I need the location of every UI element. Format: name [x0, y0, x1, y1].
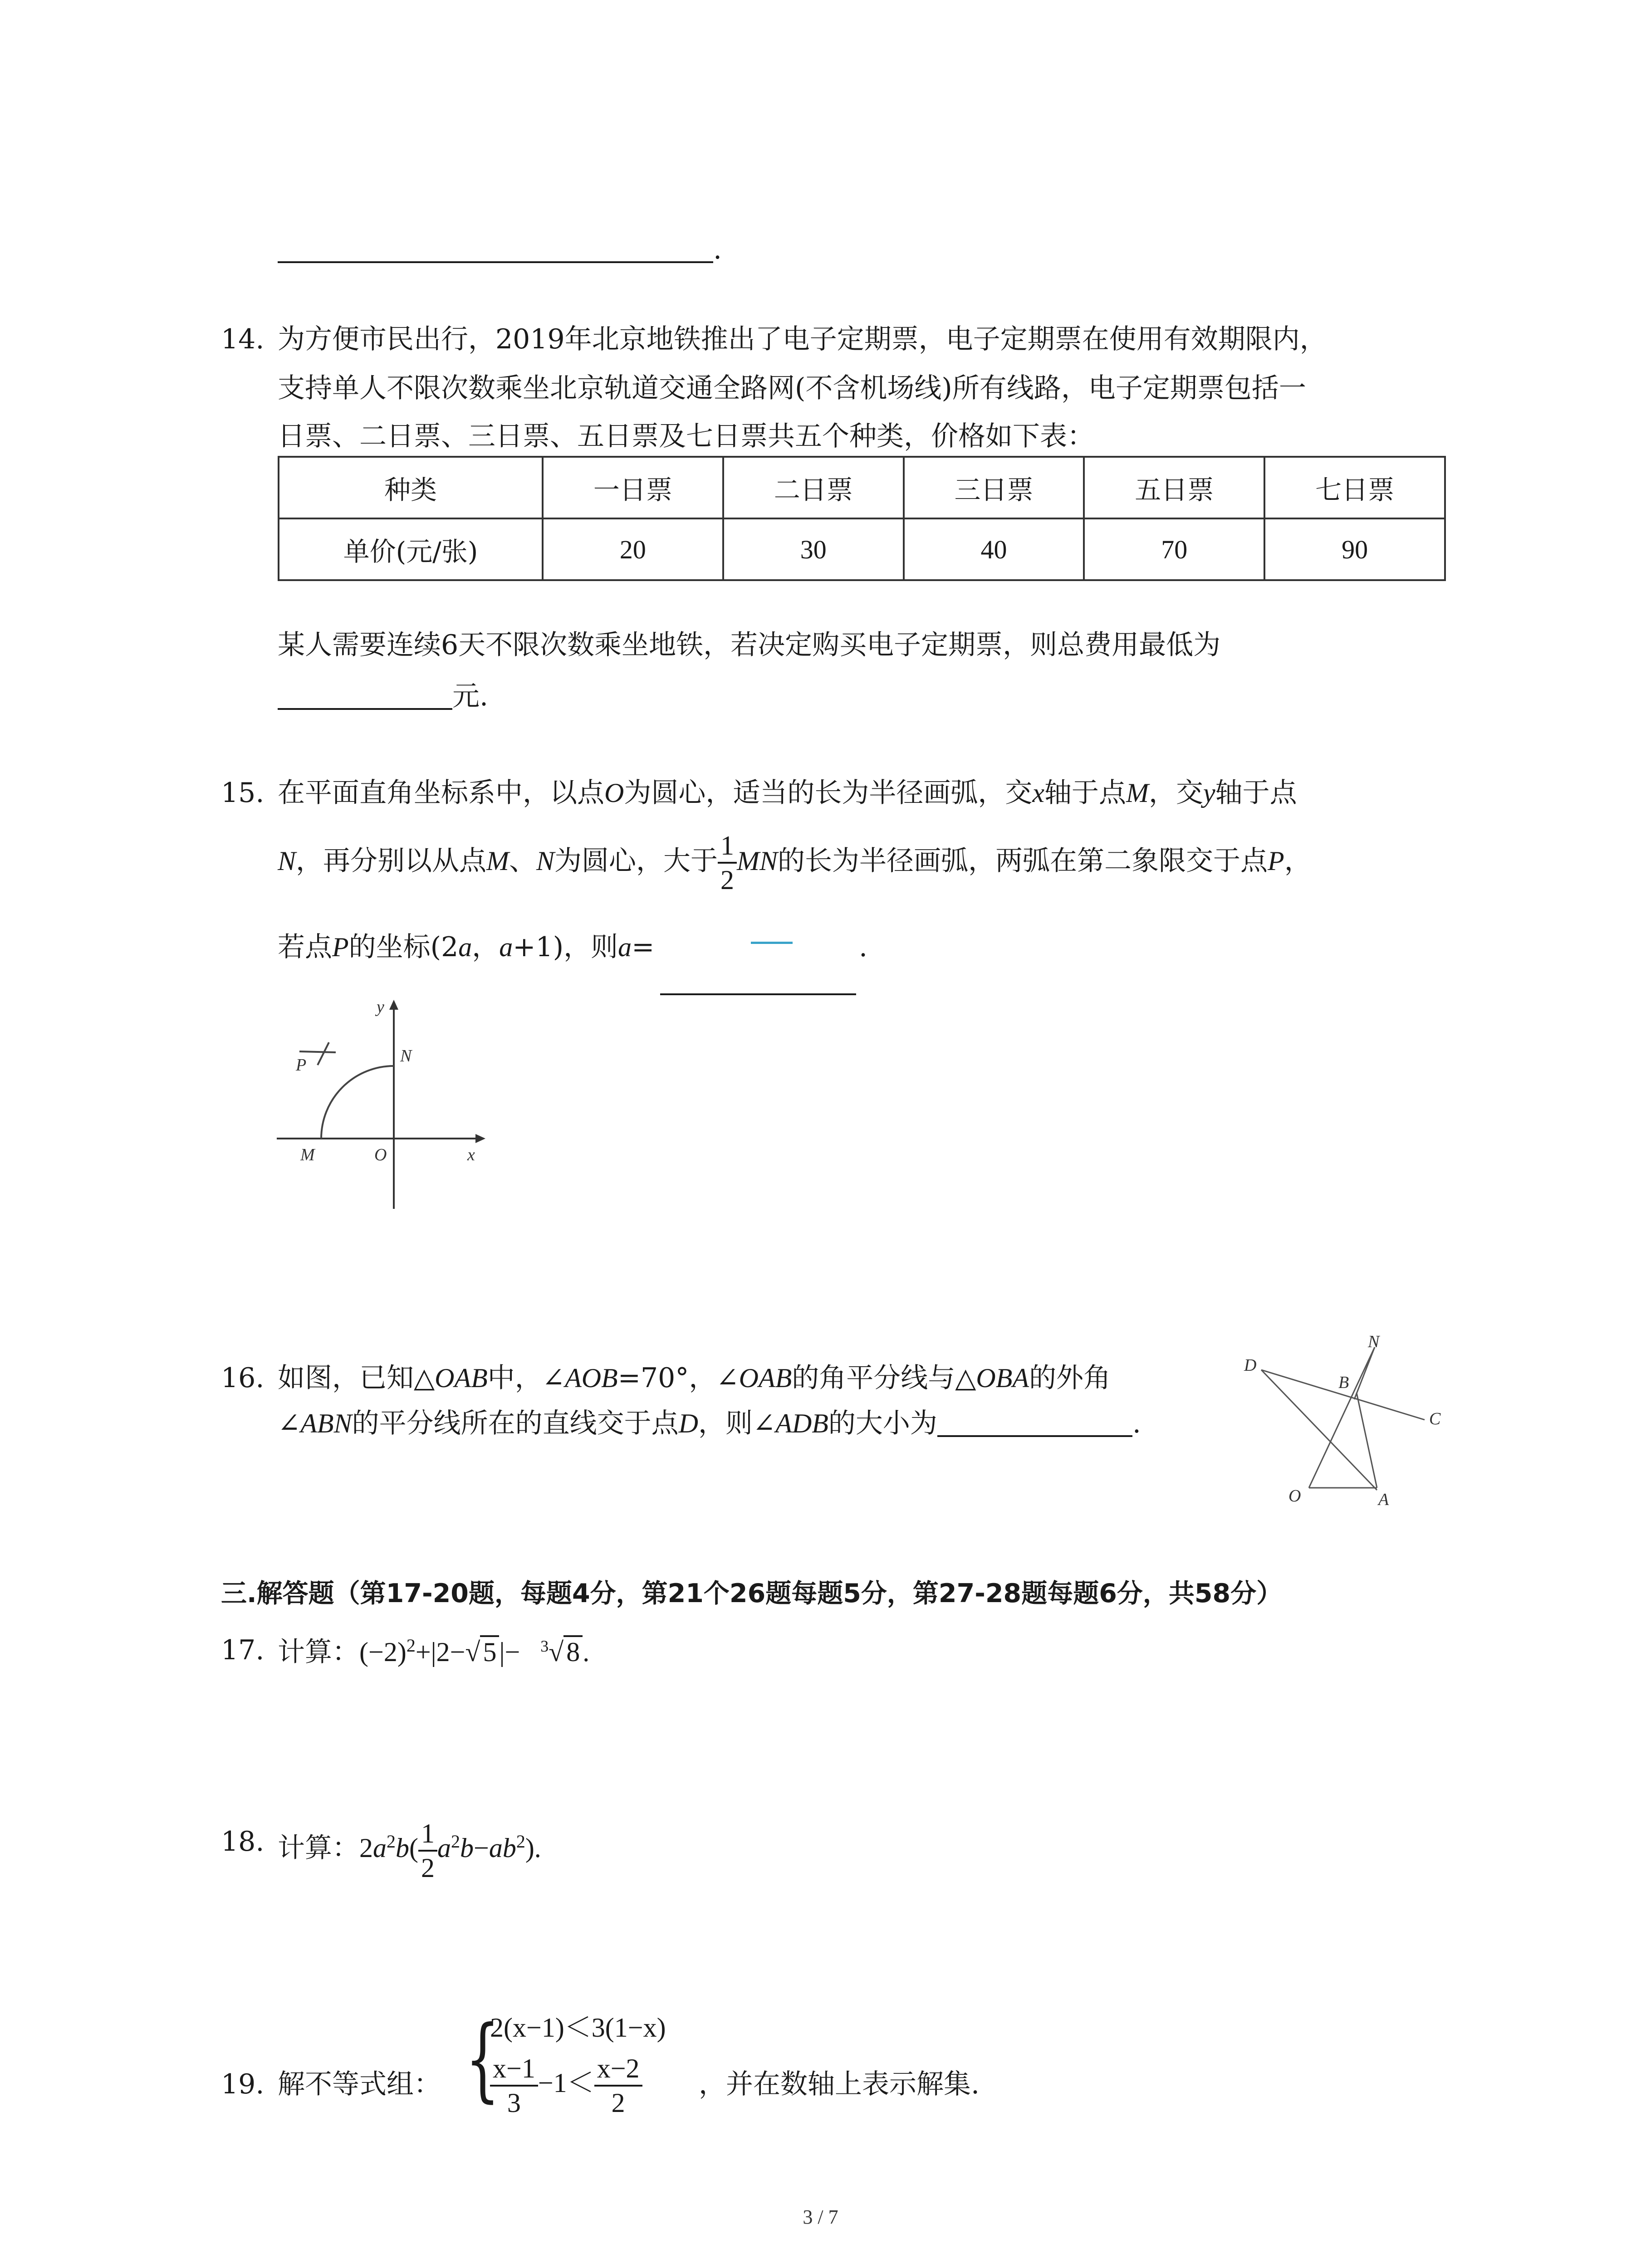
fig-label-x: x [467, 1145, 475, 1164]
var-b: b [460, 1833, 474, 1863]
fig-label-P: P [296, 1056, 307, 1075]
fare-price-cell: 70 [1084, 518, 1264, 580]
text: 轴于点 [1215, 777, 1297, 809]
var-OAB: OAB [435, 1363, 488, 1393]
expr-part: . [583, 1637, 590, 1667]
fare-price-cell: 90 [1264, 518, 1445, 580]
text: 的坐标(2 [348, 931, 459, 963]
q19-number: 19. [221, 2068, 265, 2100]
q15-figure [272, 989, 508, 1225]
fig-label-y: y [377, 997, 384, 1017]
var-AOB: AOB [565, 1363, 618, 1393]
var-MN: MN [737, 846, 778, 876]
cube-root-icon: √ [549, 1637, 564, 1667]
exponent: 2 [451, 1831, 460, 1852]
sqrt-icon: √ [465, 1637, 480, 1667]
fare-header-cell: 七日票 [1264, 457, 1445, 518]
exponent: 2 [406, 1635, 416, 1656]
q14-number: 14. [221, 323, 265, 355]
arc-mark-2 [299, 1051, 336, 1052]
fare-header-row [279, 457, 1445, 518]
var-a: a [618, 932, 632, 962]
fare-header-cell: 二日票 [723, 457, 904, 518]
exponent: 2 [516, 1831, 525, 1852]
var-OBA: OBA [976, 1363, 1029, 1393]
var-N: N [278, 846, 296, 876]
fare-price-cell: 20 [543, 518, 723, 580]
fraction-1 [490, 2055, 538, 2116]
var-P: P [332, 932, 349, 962]
fraction-half [718, 832, 737, 894]
frac-den: 3 [507, 2088, 521, 2118]
text: ， [472, 931, 500, 963]
expr-part: ). [525, 1833, 541, 1863]
fare-header-cell: 一日票 [543, 457, 723, 518]
fig-label-O: O [1288, 1486, 1301, 1505]
var-y: y [1203, 778, 1215, 808]
q15-line2 [278, 825, 1312, 897]
x-arrow-icon [475, 1134, 485, 1143]
line-BA [1357, 1393, 1377, 1488]
var-D: D [678, 1408, 698, 1438]
system-brace-icon: { [465, 2006, 500, 2112]
var-a: a [373, 1833, 387, 1863]
fraction-half [418, 1820, 437, 1882]
var-b: b [396, 1833, 409, 1863]
text: 如图，已知△ [278, 1362, 435, 1394]
fig-label-O: O [374, 1145, 387, 1164]
text: 中，∠ [487, 1362, 565, 1394]
text: 在平面直角坐标系中，以点 [278, 777, 604, 809]
q16-answer-line[interactable] [937, 1410, 1132, 1437]
fare-price-cell: 30 [723, 518, 904, 580]
root-index: 3 [540, 1637, 549, 1655]
frac-num: x−2 [594, 2055, 642, 2087]
line-OB-ext [1309, 1347, 1375, 1488]
text: 的平分线所在的直线交于点 [352, 1408, 679, 1439]
q17-expression [278, 1637, 589, 1666]
fare-header-cell: 种类 [279, 457, 543, 518]
q17-number: 17. [221, 1634, 265, 1666]
q19-ineq1: 2(x−1)＜3(1−x) [490, 2013, 666, 2043]
fig-label-N: N [1368, 1334, 1380, 1351]
text: . [1132, 1408, 1141, 1439]
text: ，则∠ [698, 1408, 776, 1439]
fare-price-cell: 40 [904, 518, 1084, 580]
q15-line1 [278, 779, 1297, 807]
q19-label: 解不等式组： [278, 2068, 441, 2100]
q16-line2 [278, 1410, 1141, 1437]
frac-den: 2 [421, 1853, 435, 1883]
frac-num: 1 [418, 1820, 437, 1852]
radicand: 5 [480, 1635, 499, 1667]
y-arrow-icon [389, 1000, 398, 1010]
q14-question: 某人需要连续6天不限次数乘坐地铁，若决定购买电子定期票，则总费用最低为 [278, 629, 1221, 661]
q14-line1: 为方便市民出行，2019年北京地铁推出了电子定期票，电子定期票在使用有效期限内， [278, 323, 1327, 355]
q19-ineq2 [490, 2055, 642, 2116]
text: 轴于点 [1044, 777, 1126, 809]
text: ， [1284, 845, 1312, 877]
fig-label-B: B [1338, 1373, 1349, 1392]
q19-tail: ，并在数轴上表示解集. [699, 2068, 980, 2100]
frac-den: 2 [720, 865, 735, 895]
text: 为圆心，大于 [554, 845, 718, 877]
var-N: N [536, 846, 555, 876]
text: 计算： [278, 1636, 359, 1668]
expr-part: ( [409, 1833, 418, 1863]
section3-title: 三.解答题（第17-20题，每题4分，第21个26题每题5分，第27-28题每题6分，共58分） [221, 1579, 1283, 1608]
fig-label-D: D [1244, 1356, 1257, 1375]
fare-header-cell: 五日票 [1084, 457, 1264, 518]
fraction-2 [594, 2055, 642, 2116]
q15-number: 15. [221, 777, 265, 809]
q18-number: 18. [221, 1826, 265, 1857]
q13-answer-line[interactable] [278, 236, 722, 263]
q16-figure [1243, 1334, 1470, 1510]
expr-part: |− [499, 1637, 520, 1667]
arc-MN [321, 1066, 394, 1139]
var-a: a [437, 1833, 451, 1863]
page-number: 3 / 7 [803, 2206, 838, 2228]
text: ，再分别以从点 [296, 845, 487, 877]
text: 若点 [278, 931, 332, 963]
text: ∠ [278, 1408, 301, 1439]
q15-answer-line[interactable] [660, 993, 856, 995]
text: 的外角 [1029, 1362, 1111, 1394]
radicand: 8 [563, 1635, 583, 1667]
text: 、 [509, 845, 537, 877]
text: 的角平分线与△ [792, 1362, 976, 1394]
frac-num: x−1 [490, 2055, 538, 2087]
text: 为圆心，适当的长为半径画弧，交 [624, 777, 1033, 809]
text: 的大小为 [828, 1408, 937, 1439]
var-x: x [1032, 778, 1044, 808]
var-ADB: ADB [775, 1408, 828, 1438]
q15-period: . [859, 931, 868, 963]
exponent: 2 [387, 1831, 396, 1852]
expr-part: −1＜ [538, 2068, 594, 2098]
fare-header-cell: 三日票 [904, 457, 1084, 518]
var-ABN: ABN [300, 1408, 352, 1438]
fare-table [278, 456, 1446, 581]
text: = [632, 931, 655, 963]
fare-price-row [279, 518, 1445, 580]
text: +1)，则 [513, 931, 618, 963]
var-M: M [1126, 778, 1149, 808]
q16-line1 [278, 1364, 1111, 1392]
arc-mark-1 [318, 1042, 329, 1065]
fare-row-label: 单价(元/张) [279, 518, 543, 580]
var-OAB: OAB [739, 1363, 792, 1393]
fig-label-A: A [1378, 1490, 1389, 1509]
q14-line3: 日票、二日票、三日票、五日票及七日票共五个种类，价格如下表： [278, 420, 1094, 452]
q18-expression [278, 1803, 541, 1887]
text: 计算： [278, 1832, 359, 1864]
frac-num: 1 [718, 832, 737, 864]
q15-handwritten-dash [751, 942, 793, 944]
var-ab: ab [489, 1833, 516, 1863]
q14-line2: 支持单人不限次数乘坐北京轨道交通全路网(不含机场线)所有线路，电子定期票包括一 [278, 372, 1306, 404]
text: =70°，∠ [617, 1362, 739, 1394]
var-a: a [499, 932, 513, 962]
expr-part: (−2) [359, 1637, 407, 1667]
fig-label-M: M [300, 1145, 315, 1164]
var-O: O [604, 778, 624, 808]
fig-label-C: C [1429, 1409, 1441, 1428]
expr-part: 2 [359, 1833, 373, 1863]
q16-number: 16. [221, 1362, 265, 1394]
var-P: P [1268, 846, 1284, 876]
q14-unit: 元. [452, 680, 489, 712]
frac-den: 2 [611, 2088, 625, 2118]
expr-part: +|2− [415, 1637, 465, 1667]
var-M: M [486, 846, 509, 876]
text: ，交 [1148, 777, 1203, 809]
q15-line3 [278, 931, 655, 963]
fig-label-N: N [400, 1046, 412, 1066]
var-a: a [458, 932, 472, 962]
q13-tail: . [713, 234, 722, 265]
q14-answer-line[interactable] [278, 680, 489, 712]
text: 的长为半径画弧，两弧在第二象限交于点 [778, 845, 1268, 877]
expr-part: − [473, 1833, 489, 1863]
